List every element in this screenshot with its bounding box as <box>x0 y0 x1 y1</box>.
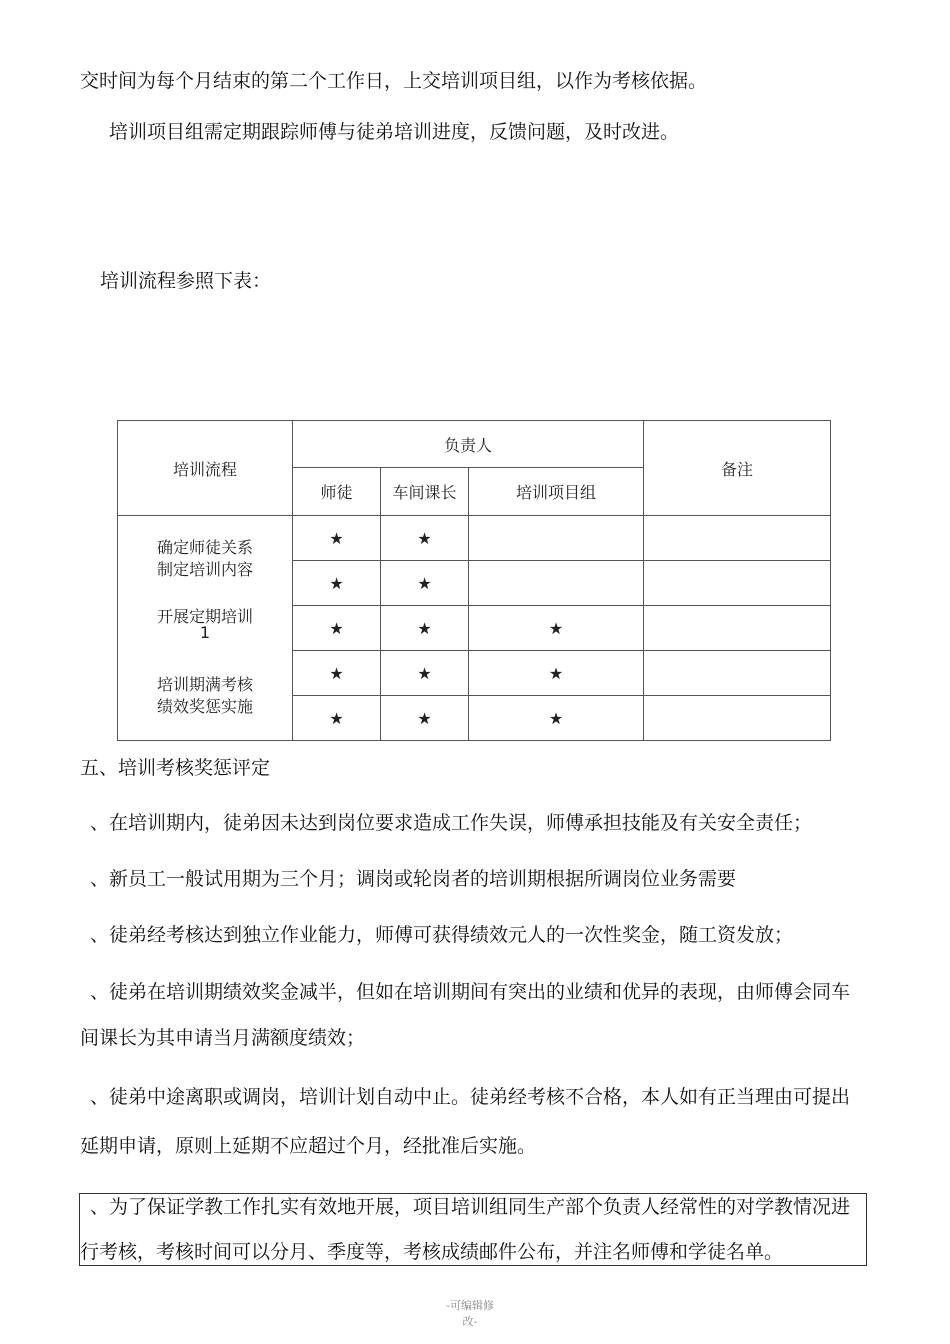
notes-cell <box>644 516 831 561</box>
process-label: 绩效奖惩实施 <box>156 697 253 716</box>
header-process: 培训流程 <box>118 421 293 516</box>
subheader-training-group: 培训项目组 <box>469 468 644 516</box>
star-icon: ★ <box>381 651 469 696</box>
notes-cell <box>644 606 831 651</box>
subheader-section-chief: 车间课长 <box>381 468 469 516</box>
paragraph-table-intro: 培训流程参照下表： <box>100 270 272 292</box>
list-item: 、徒弟在培训期绩效奖金减半，但如在培训期间有突出的业绩和优异的表现，由师傅会同车 <box>90 981 851 1003</box>
list-item-continued: 间课长为其申请当月满额度绩效； <box>80 1027 366 1049</box>
paragraph-tracking: 培训项目组需定期跟踪师傅与徒弟培训进度，反馈问题，及时改进。 <box>109 121 680 143</box>
star-icon: ★ <box>293 651 381 696</box>
empty-cell <box>469 561 644 606</box>
process-group-assessment <box>118 674 292 718</box>
paragraph-submission-time: 交时间为每个月结束的第二个工作日，上交培训项目组，以作为考核依据。 <box>80 70 708 92</box>
process-label: 确定师徒关系 <box>156 538 253 557</box>
list-item-continued: 行考核，考核时间可以分月、季度等，考核成绩邮件公布，并注名师傅和学徒名单。 <box>80 1241 784 1263</box>
star-icon: ★ <box>469 606 644 651</box>
process-group-regular-training <box>118 609 292 641</box>
process-label: 开展定期培训 <box>156 607 253 626</box>
notes-cell <box>644 651 831 696</box>
list-item-continued: 延期申请，原则上延期不应超过个月，经批准后实施。 <box>80 1135 537 1157</box>
star-icon: ★ <box>293 606 381 651</box>
process-label: 1 <box>199 623 211 642</box>
header-notes: 备注 <box>644 421 831 516</box>
notes-cell <box>644 561 831 606</box>
star-icon: ★ <box>381 516 469 561</box>
subheader-master: 师徒 <box>293 468 381 516</box>
process-group-mentorship <box>118 537 292 581</box>
page-footer <box>440 1298 500 1330</box>
list-item: 、新员工一般试用期为三个月；调岗或轮岗者的培训期根据所调岗位业务需要 <box>90 868 737 890</box>
list-item: 、为了保证学教工作扎实有效地开展，项目培训组同生产部个负责人经常性的对学教情况进 <box>90 1196 851 1218</box>
header-responsible: 负责人 <box>293 421 644 468</box>
empty-cell <box>469 516 644 561</box>
star-icon: ★ <box>469 696 644 741</box>
section-title: 五、培训考核奖惩评定 <box>80 757 271 779</box>
process-label: 培训期满考核 <box>156 675 253 694</box>
star-icon: ★ <box>293 561 381 606</box>
process-label: 制定培训内容 <box>156 560 253 579</box>
footer-line: 改- <box>462 1315 478 1328</box>
star-icon: ★ <box>469 651 644 696</box>
star-icon: ★ <box>381 606 469 651</box>
list-item: 、徒弟经考核达到独立作业能力，师傅可获得绩效元人的一次性奖金，随工资发放； <box>90 924 794 946</box>
star-icon: ★ <box>293 516 381 561</box>
footer-line: -可编辑修 <box>446 1299 494 1312</box>
star-icon: ★ <box>381 561 469 606</box>
notes-cell <box>644 696 831 741</box>
list-item: 、在培训期内，徒弟因未达到岗位要求造成工作失误，师傅承担技能及有关安全责任； <box>90 812 813 834</box>
star-icon: ★ <box>381 696 469 741</box>
list-item: 、徒弟中途离职或调岗，培训计划自动中止。徒弟经考核不合格，本人如有正当理由可提出 <box>90 1086 851 1108</box>
star-icon: ★ <box>293 696 381 741</box>
